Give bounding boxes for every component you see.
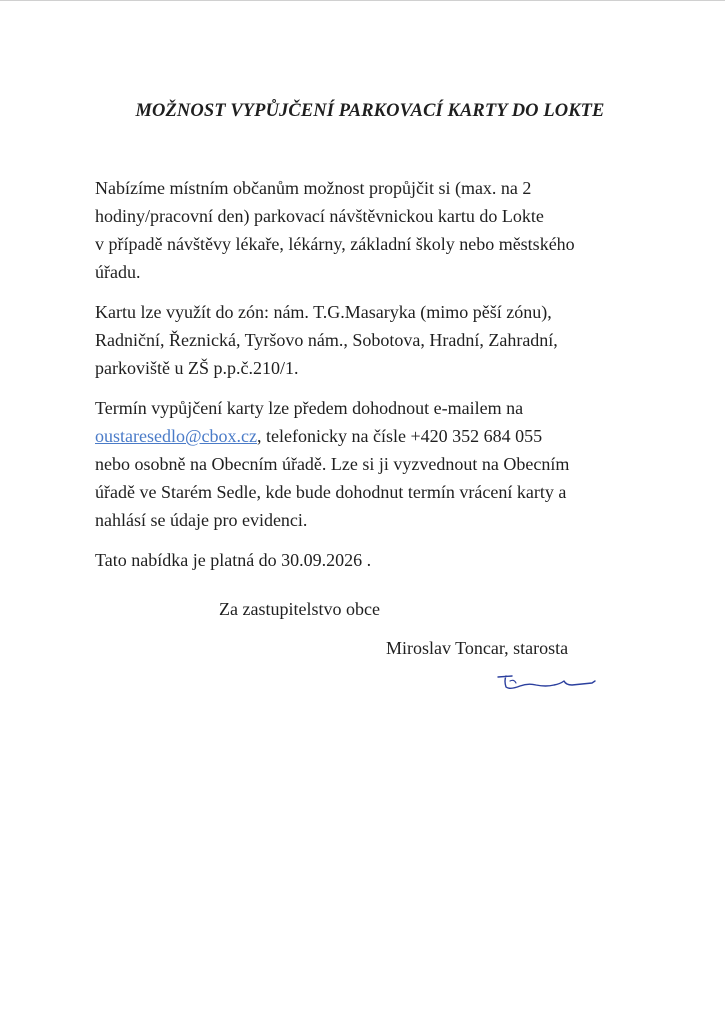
validity-text: Tato nabídka je platná do 30.09.2026 . — [95, 550, 372, 570]
text-line: úřadě ve Starém Sedle, kde bude dohodnut termín vrácení karty a — [95, 482, 567, 502]
paragraph-booking — [95, 394, 655, 534]
phone-text: , telefonicky na čísle +420 352 684 055 — [257, 426, 543, 446]
handwritten-signature — [494, 669, 598, 695]
page-top-edge — [0, 0, 725, 1]
text-line: parkoviště u ZŠ p.p.č.210/1. — [95, 358, 299, 378]
paragraph-offer — [95, 174, 655, 286]
text-line: nebo osobně na Obecním úřadě. Lze si ji vyzvednout na Obecním — [95, 454, 570, 474]
closing-text: Za zastupitelstvo obce — [219, 599, 380, 619]
text-line: Nabízíme místním občanům možnost propůjčit si (max. na 2 — [95, 178, 532, 198]
text-line: v případě návštěvy lékaře, lékárny, základní školy nebo městského — [95, 234, 575, 254]
paragraph-validity — [95, 546, 655, 574]
signer-name: Miroslav Toncar, starosta — [386, 638, 569, 658]
email-link[interactable]: oustaresedlo@cbox.cz — [95, 426, 258, 446]
text-line: Kartu lze využít do zón: nám. T.G.Masaryka (mimo pěší zónu), — [95, 302, 552, 322]
text-line: úřadu. — [95, 262, 141, 282]
text-line: hodiny/pracovní den) parkovací návštěvnickou kartu do Lokte — [95, 206, 544, 226]
text-line: Radniční, Řeznická, Tyršovo nám., Sobotova, Hradní, Zahradní, — [95, 330, 558, 350]
document-body — [95, 174, 655, 586]
document-title: MOŽNOST VYPŮJČENÍ PARKOVACÍ KARTY DO LOKTE — [135, 101, 605, 121]
paragraph-zones — [95, 298, 655, 382]
text-line: Termín vypůjčení karty lze předem dohodnout e-mailem na — [95, 398, 524, 418]
text-line-with-email — [95, 422, 655, 450]
text-line: nahlásí se údaje pro evidenci. — [95, 510, 308, 530]
